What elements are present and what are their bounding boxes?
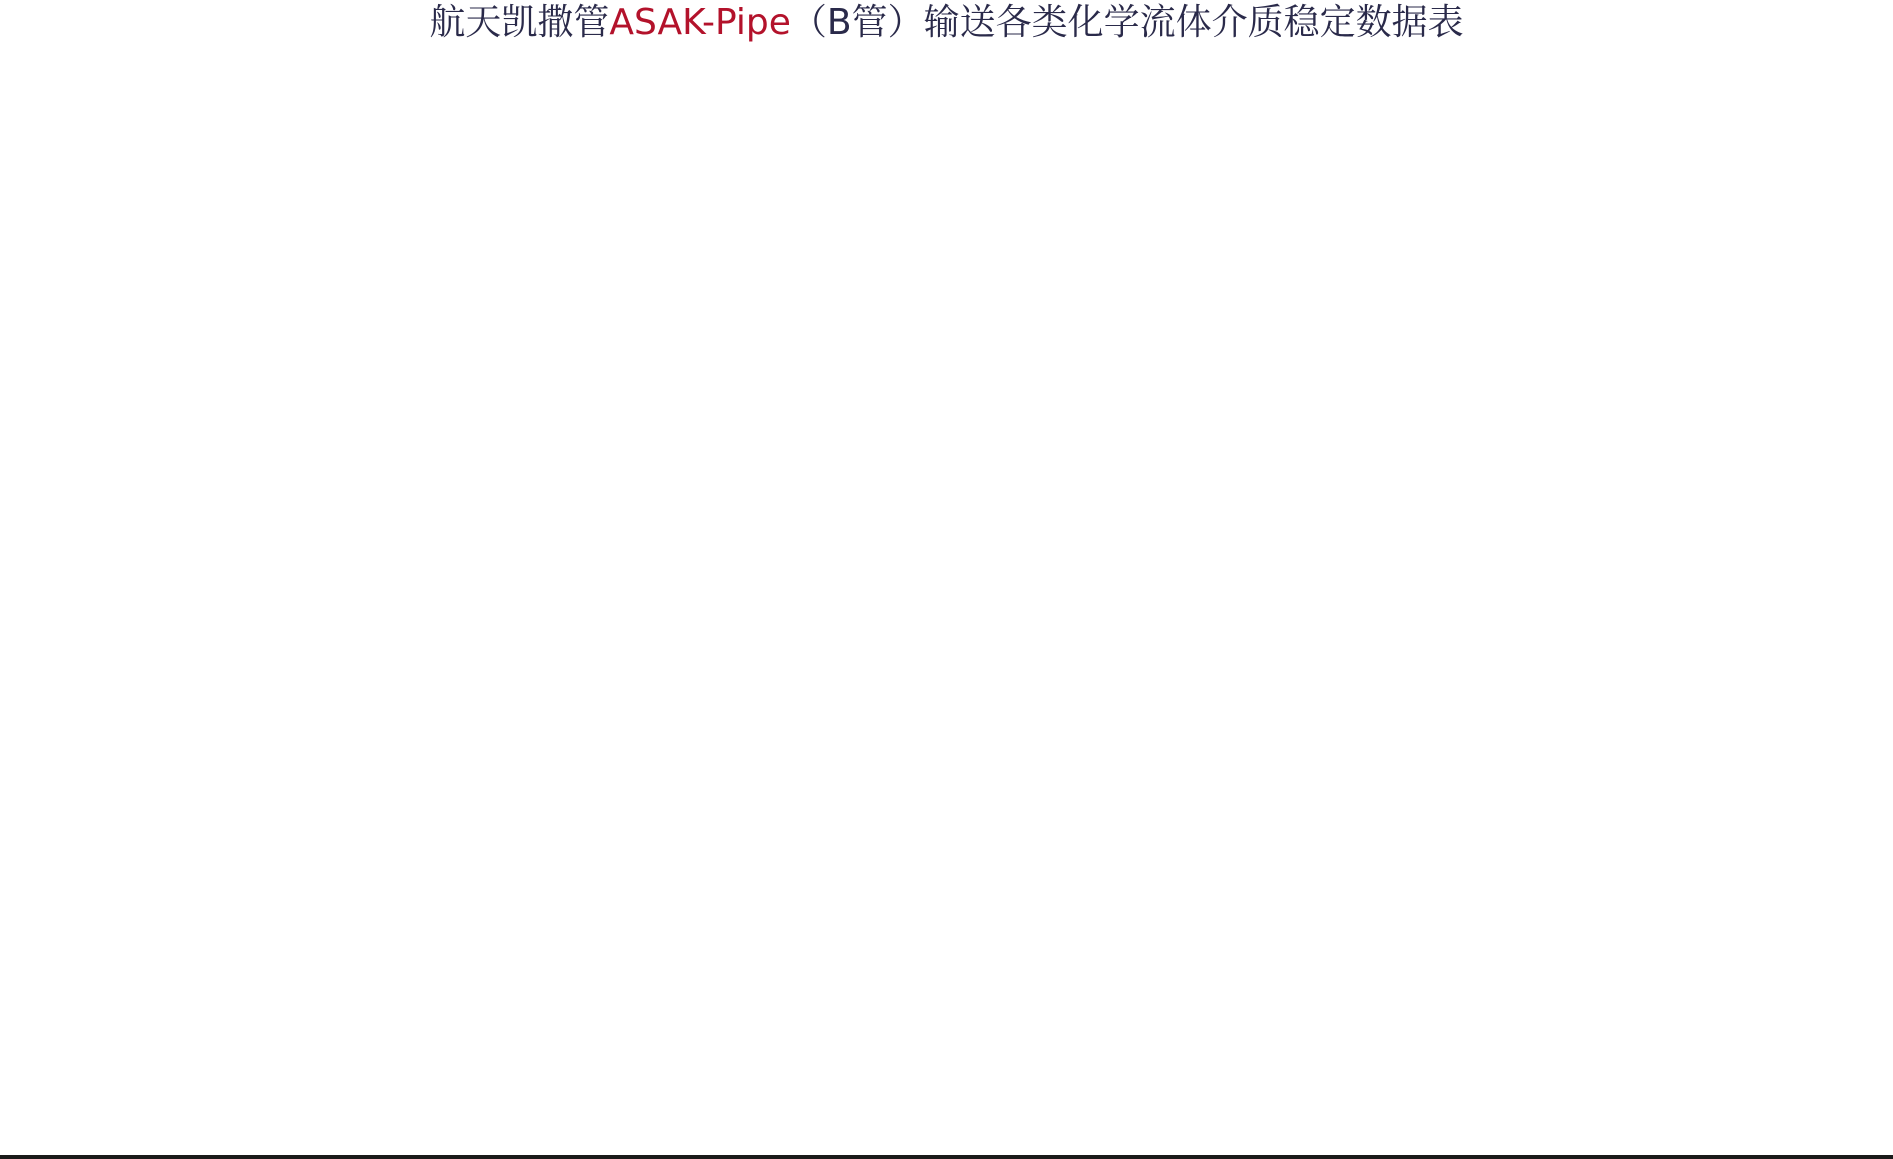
page-title: 航天凯撒管ASAK-Pipe（B管）输送各类化学流体介质稳定数据表 bbox=[429, 2, 1464, 43]
bottom-rule bbox=[0, 1155, 1893, 1159]
